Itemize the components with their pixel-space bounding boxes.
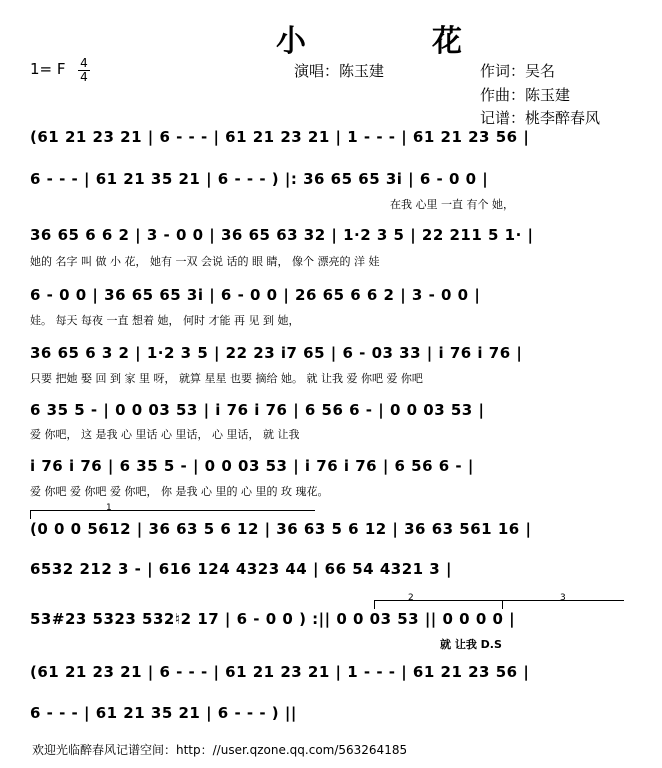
transcriber-credit: 记谱：桃李醉春风: [480, 109, 601, 127]
lyric-line-10: 就 让我 D.S: [440, 638, 502, 651]
singer-credit: 演唱：陈玉建: [294, 62, 385, 80]
score-line-11: (61 21 23 21 | 6 - - - | 61 21 23 21 | 1 - - - | 61 21 23 56 |: [30, 663, 530, 681]
score-line-9: 6532 212 3 - | 616 124 4323 44 | 66 54 4321 3 |: [30, 560, 452, 578]
lyric-line-5: 只要 把她 娶 回 到 家 里 呀， 就算 星星 也要 摘给 她。 就 让我 爱 你吧 爱 你吧: [30, 372, 423, 385]
volta-bracket-2: [374, 593, 624, 603]
volta-bracket-1: [30, 503, 315, 513]
score-line-2: 6 - - - | 61 21 35 21 | 6 - - - ) |: 36 65 65 3i | 6 - 0 0 |: [30, 170, 489, 188]
score-line-12: 6 - - - | 61 21 35 21 | 6 - - - ) ||: [30, 704, 297, 722]
lyric-line-4: 娃。 每天 每夜 一直 想着 她， 何时 才能 再 见 到 她，: [30, 314, 300, 327]
volta-number-1: 1: [106, 503, 112, 513]
volta-number-2: 2: [408, 593, 414, 603]
volta-number-3: 3: [560, 593, 566, 603]
lyric-line-6: 爱 你吧， 这 是我 心 里话 心 里话， 心 里话， 就 让我: [30, 428, 300, 441]
lyric-line-7: 爱 你吧 爱 你吧 爱 你吧， 你 是我 心 里的 心 里的 玫 瑰花。: [30, 485, 329, 498]
score-line-5: 36 65 6 3 2 | 1·2 3 5 | 22 23 i7 65 | 6 - 03 33 | i 76 i 76 |: [30, 344, 523, 362]
time-signature: [78, 58, 90, 83]
footer-url: 欢迎光临醉春风记谱空间：http：//user.qzone.qq.com/563264185: [32, 743, 408, 757]
score-line-3: 36 65 6 6 2 | 3 - 0 0 | 36 65 63 32 | 1·2 3 5 | 22 211 5 1· |: [30, 226, 534, 244]
song-title: 小 花: [276, 24, 510, 59]
lyric-line-3: 她的 名字 叫 做 小 花， 她有 一双 会说 话的 眼 睛， 像个 漂亮的 洋 娃: [30, 255, 380, 268]
time-sig-top: 4: [80, 56, 88, 70]
score-line-10: 53#23 5323 532♮2 17 | 6 - 0 0 ) :|| 0 0 03 53 || 0 0 0 0 |: [30, 610, 516, 628]
score-line-4: 6 - 0 0 | 36 65 65 3i | 6 - 0 0 | 26 65 6 6 2 | 3 - 0 0 |: [30, 286, 481, 304]
score-line-1: (61 21 23 21 | 6 - - - | 61 21 23 21 | 1 - - - | 61 21 23 56 |: [30, 128, 530, 146]
composer-credit: 作曲：陈玉建: [480, 86, 571, 104]
score-line-8: (0 0 0 5612 | 36 63 5 6 12 | 36 63 5 6 12 | 36 63 561 16 |: [30, 520, 532, 538]
lyric-line-2: 在我 心里 一直 有个 她，: [390, 198, 514, 211]
score-line-6: 6 35 5 - | 0 0 03 53 | i 76 i 76 | 6 56 6 - | 0 0 03 53 |: [30, 401, 485, 419]
score-line-7: i 76 i 76 | 6 35 5 - | 0 0 03 53 | i 76 i 76 | 6 56 6 - |: [30, 457, 474, 475]
time-sig-bottom: 4: [80, 70, 88, 84]
lyricist-credit: 作词：吴名: [480, 62, 556, 80]
key-signature: 1= F: [30, 60, 66, 78]
